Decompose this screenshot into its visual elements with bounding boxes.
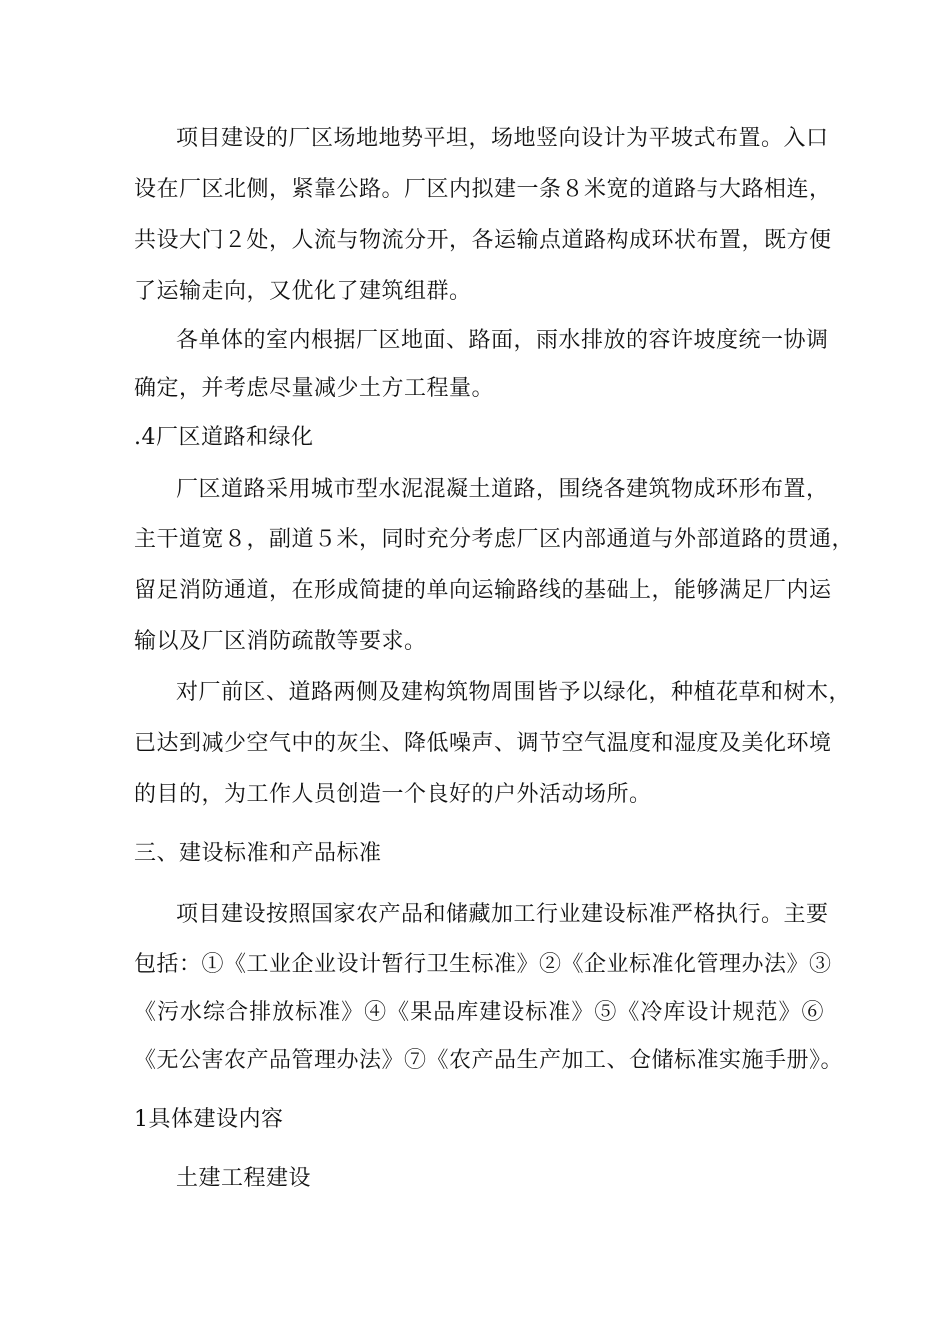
paragraph-3-line-2: 主干道宽８，副道５米，同时充分考虑厂区内部通道与外部道路的贯通，	[134, 527, 855, 552]
section-heading-standards: 三、建设标准和产品标准	[134, 841, 382, 866]
paragraph-3-line-1: 厂区道路采用城市型水泥混凝土道路，围绕各建筑物成环形布置，	[176, 477, 829, 502]
paragraph-3-line-3: 留足消防通道，在形成简捷的单向运输路线的基础上，能够满足厂内运	[134, 578, 832, 603]
paragraph-1-line-4: 了运输走向，又优化了建筑组群。	[134, 279, 472, 304]
paragraph-4-line-2: 已达到减少空气中的灰尘、降低噪声、调节空气温度和湿度及美化环境	[134, 731, 832, 756]
paragraph-4-line-1: 对厂前区、道路两侧及建构筑物周围皆予以绿化，种植花草和树木，	[176, 680, 852, 705]
paragraph-4-line-3: 的目的，为工作人员创造一个良好的户外活动场所。	[134, 782, 652, 807]
section-heading-construction: 1具体建设内容	[134, 1107, 284, 1132]
paragraph-5-line-4: 《无公害农产品管理办法》⑦《农产品生产加工、仓储标准实施手册》。	[134, 1048, 844, 1073]
subheading-civil-works: 土建工程建设	[176, 1166, 312, 1191]
paragraph-2-line-1: 各单体的室内根据厂区地面、路面，雨水排放的容许坡度统一协调	[176, 328, 829, 353]
paragraph-1-line-3: 共设大门２处，人流与物流分开，各运输点道路构成环状布置，既方便	[134, 228, 832, 253]
paragraph-2-line-2: 确定，并考虑尽量减少土方工程量。	[134, 376, 495, 401]
paragraph-5-line-2: 包括：①《工业企业设计暂行卫生标准》②《企业标准化管理办法》③	[134, 952, 832, 977]
paragraph-1-line-2: 设在厂区北侧，紧靠公路。厂区内拟建一条８米宽的道路与大路相连，	[134, 177, 832, 202]
paragraph-5-line-1: 项目建设按照国家农产品和储藏加工行业建设标准严格执行。主要	[176, 902, 829, 927]
paragraph-3-line-4: 输以及厂区消防疏散等要求。	[134, 629, 427, 654]
paragraph-5-line-3: 《污水综合排放标准》④《果品库建设标准》⑤《冷库设计规范》⑥	[134, 1000, 824, 1025]
section-heading-roads: .4厂区道路和绿化	[134, 425, 314, 450]
paragraph-1-line-1: 项目建设的厂区场地地势平坦，场地竖向设计为平坡式布置。入口	[176, 126, 829, 151]
